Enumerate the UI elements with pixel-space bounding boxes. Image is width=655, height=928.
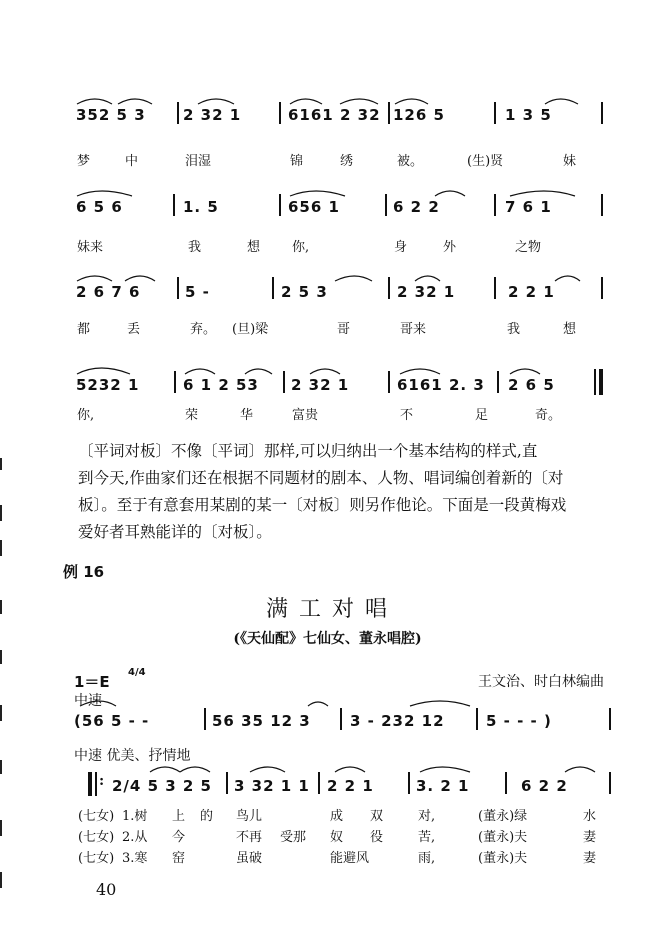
measure: 126 5 (393, 106, 445, 124)
measure: 5 - - - ) (486, 712, 552, 730)
lyric: 哥来 (400, 322, 427, 337)
lyric: 3.寒 (122, 851, 148, 866)
repeat-dots: : (99, 773, 105, 789)
lyric: 的 (200, 809, 214, 824)
bar-line (279, 102, 281, 124)
bar-line (388, 277, 390, 299)
lyric: 身 (394, 240, 408, 255)
measure: 56 35 12 3 (212, 712, 311, 730)
lyric: (旦)梁 (232, 322, 269, 337)
lyric: 丢 (127, 322, 141, 337)
lyric: 妻 (583, 851, 597, 866)
lyric: 富贵 (292, 408, 319, 423)
bar-line (476, 708, 478, 730)
final-bar-thin (594, 369, 596, 395)
lyric: 成 (330, 809, 344, 824)
measure: 3 32 1 1 (234, 777, 310, 795)
lyric: 双 (370, 809, 384, 824)
lyric: 绣 (340, 154, 354, 169)
lyric: 不再 (236, 830, 263, 845)
bar-line (388, 371, 390, 393)
measure: 3 - 232 12 (350, 712, 445, 730)
bar-line (340, 708, 342, 730)
measure: 5 - (185, 283, 210, 301)
lyric: 对, (418, 809, 436, 824)
measure: 1. 5 (183, 198, 219, 216)
lyric: 足 (475, 408, 489, 423)
bar-line (494, 277, 496, 299)
lyric: 不 (400, 408, 414, 423)
lyric: 弃。 (190, 322, 217, 337)
lyric: 雨, (418, 851, 436, 866)
bar-line (601, 102, 603, 124)
bar-line (494, 194, 496, 216)
margin-line (0, 540, 2, 556)
repeat-bar-thin (95, 772, 97, 796)
measure: 6161 2 32 (288, 106, 381, 124)
lyric: 中 (125, 154, 139, 169)
time-signature: 4/4 (128, 667, 146, 678)
paragraph-line: 板〕。至于有意套用某剧的某一〔对板〕则另作他论。下面是一段黄梅戏 (78, 496, 567, 514)
lyric: 上 (172, 809, 186, 824)
bar-line (494, 102, 496, 124)
margin-line (0, 872, 2, 888)
lyric: 能避风 (330, 851, 370, 866)
bar-line (272, 277, 274, 299)
lyric: 被。 (397, 154, 424, 169)
bar-line (385, 194, 387, 216)
bar-line (505, 772, 507, 794)
tempo-marking: 中速 (74, 693, 102, 709)
lyric: 妹 (563, 154, 577, 169)
lyric: 2.从 (122, 830, 148, 845)
margin-line (0, 458, 2, 470)
paragraph-line: 〔平词对板〕不像〔平词〕那样,可以归纳出一个基本结构的样式,直 (78, 442, 538, 460)
bar-line (177, 277, 179, 299)
lyric: 奴 (330, 830, 344, 845)
bar-line (388, 102, 390, 124)
measure: (56 5 - - (74, 712, 150, 730)
lyric: 受那 (280, 830, 307, 845)
lyric: 我 (507, 322, 521, 337)
bar-line (279, 194, 281, 216)
lyric: 都 (77, 322, 91, 337)
lyric: 锦 (290, 154, 304, 169)
lyric: 想 (563, 322, 577, 337)
lyric: 窑 (172, 851, 186, 866)
margin-line (0, 505, 2, 521)
bar-line (283, 371, 285, 393)
measure: 1 3 5 (505, 106, 552, 124)
lyric: 水 (583, 809, 597, 824)
song-subtitle: (《天仙配》七仙女、董永唱腔) (233, 631, 422, 647)
bar-line (177, 102, 179, 124)
lyric: 想 (247, 240, 261, 255)
lyric: 苦, (418, 830, 436, 845)
measure: 7 6 1 (505, 198, 552, 216)
lyric: 梦 (77, 154, 91, 169)
body-paragraph (78, 438, 618, 546)
margin-line (0, 650, 2, 664)
lyric: 外 (443, 240, 457, 255)
lyric: 妻 (583, 830, 597, 845)
measure: 5232 1 (76, 376, 140, 394)
lyric: 役 (370, 830, 384, 845)
measure: 6 5 6 (76, 198, 123, 216)
singer-label: (七女) (78, 851, 115, 866)
lyric: 今 (172, 830, 186, 845)
margin-line (0, 820, 2, 836)
measure: 6161 2. 3 (397, 376, 485, 394)
measure: 2 2 1 (508, 283, 555, 301)
lyric: 虽破 (236, 851, 263, 866)
bar-line (226, 772, 228, 794)
measure: 3. 2 1 (416, 777, 470, 795)
bar-line (601, 277, 603, 299)
tempo-expression: 中速 优美、抒情地 (74, 748, 191, 764)
singer-label: (七女) (78, 830, 115, 845)
bar-line (601, 194, 603, 216)
lyric: 泪湿 (185, 154, 212, 169)
page-number: 40 (96, 880, 117, 899)
lyric: 妹来 (77, 240, 104, 255)
measure: 2 6 5 (508, 376, 555, 394)
bar-line (174, 371, 176, 393)
measure: 656 1 (288, 198, 340, 216)
singer-label: (七女) (78, 809, 115, 824)
bar-line (609, 772, 611, 794)
key-signature: 1＝E (74, 673, 110, 691)
measure: 2 6 7 6 (76, 283, 141, 301)
bar-line (408, 772, 410, 794)
lyric: (董永)夫 (478, 851, 528, 866)
measure: 2 5 3 (281, 283, 328, 301)
lyric: 我 (188, 240, 202, 255)
measure: 6 2 2 (521, 777, 568, 795)
measure: 2 32 1 (291, 376, 350, 394)
measure: 2 32 1 (397, 283, 456, 301)
margin-line (0, 760, 2, 774)
lyric: 你, (77, 408, 95, 423)
lyric: 你, (292, 240, 310, 255)
example-label: 例 16 (63, 563, 105, 581)
lyric: 鸟儿 (236, 809, 263, 824)
measure: 6 2 2 (393, 198, 440, 216)
lyric: 哥 (337, 322, 351, 337)
lyric: 荣 (185, 408, 199, 423)
lyric: 1.树 (122, 809, 148, 824)
composer: 王文治、时白林编曲 (478, 674, 604, 690)
bar-line (609, 708, 611, 730)
bar-line (173, 194, 175, 216)
paragraph-line: 爱好者耳熟能详的〔对板〕。 (78, 523, 272, 541)
measure: 2 2 1 (327, 777, 374, 795)
song-title: 满 工 对 唱 (266, 597, 389, 622)
bar-line (318, 772, 320, 794)
lyric: (生)贤 (467, 154, 504, 169)
lyric: (董永)夫 (478, 830, 528, 845)
measure: 2 32 1 (183, 106, 242, 124)
bar-line (204, 708, 206, 730)
final-bar-thick (599, 369, 603, 395)
paragraph-line: 到今天,作曲家们还在根据不同题材的剧本、人物、唱词编创着新的〔对 (78, 469, 564, 487)
measure: 6 1 2 53 (183, 376, 259, 394)
lyric: 奇。 (535, 408, 562, 423)
repeat-bar-thick (88, 772, 92, 796)
measure: 352 5 3 (76, 106, 146, 124)
bar-line (497, 371, 499, 393)
lyric: (董永)绿 (478, 809, 528, 824)
lyric: 之物 (515, 240, 542, 255)
margin-line (0, 705, 2, 721)
measure: 2/4 5 3 2 5 (112, 777, 212, 795)
lyric: 华 (240, 408, 254, 423)
